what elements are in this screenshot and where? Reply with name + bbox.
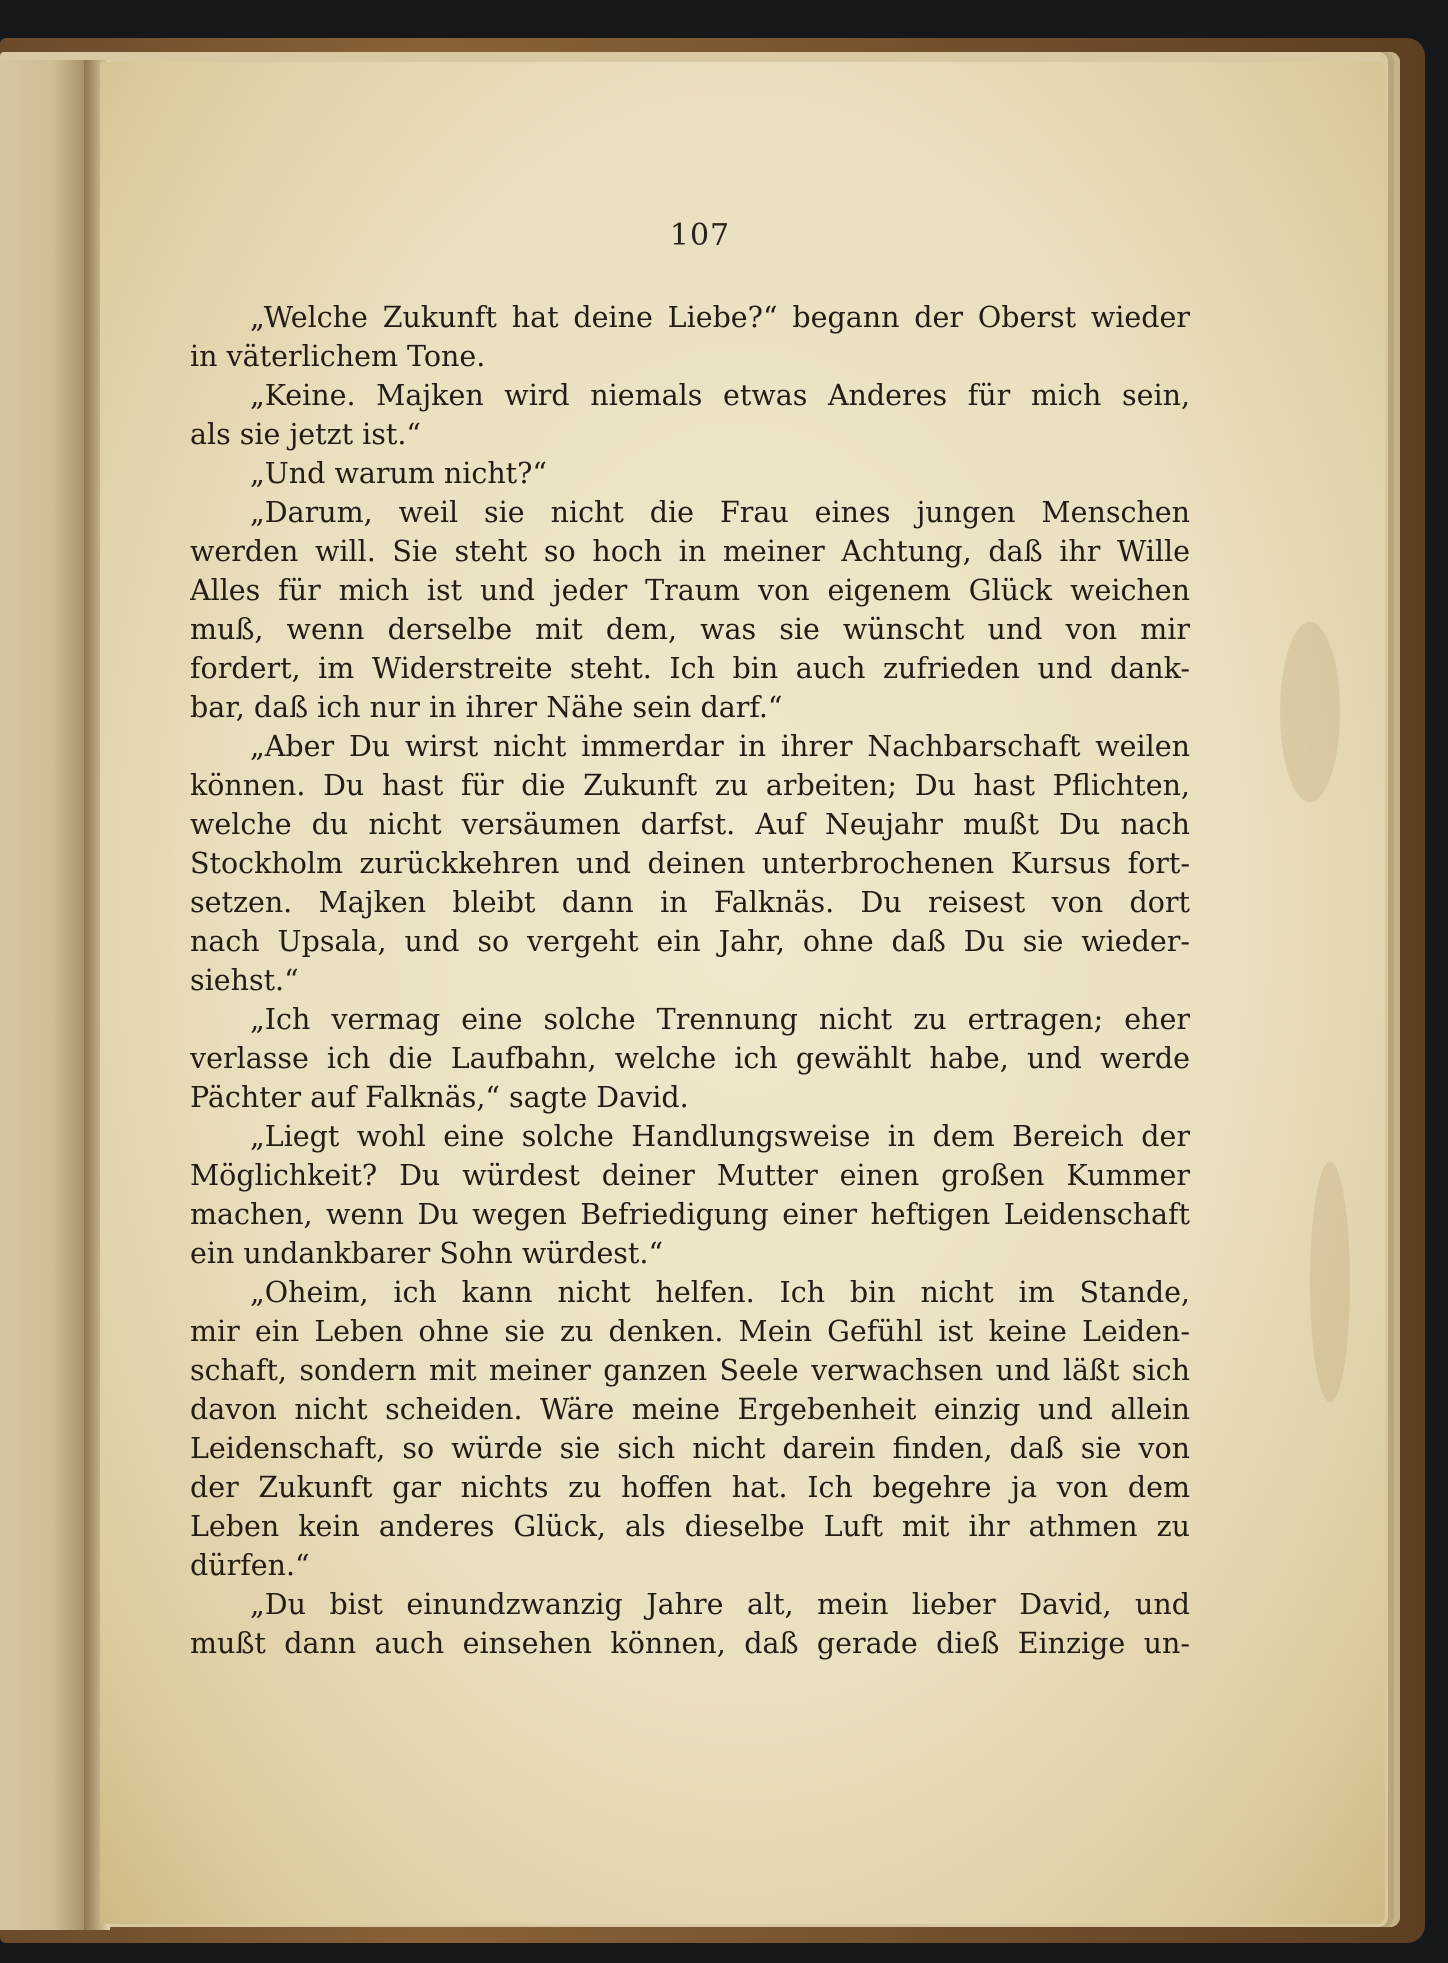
text-line: Möglichkeit? Du würdest deiner Mutter einen großen Kummer <box>190 1159 1190 1192</box>
text-line: „Aber Du wirst nicht immerdar in ihrer Nachbarschaft weilen <box>250 730 1190 763</box>
text-line: „Welche Zukunft hat deine Liebe?“ begann der Oberst wieder <box>250 301 1190 334</box>
text-line: „Keine. Majken wird niemals etwas Anderes für mich sein, <box>250 379 1190 412</box>
text-line: „Oheim, ich kann nicht helfen. Ich bin nicht im Stande, <box>250 1276 1190 1309</box>
text-line: setzen. Majken bleibt dann in Falknäs. Du reisest von dort <box>190 886 1190 919</box>
paper-stain <box>1310 1162 1350 1402</box>
text-line: Leben kein anderes Glück, als dieselbe Luft mit ihr athmen zu <box>190 1510 1190 1543</box>
left-page-edge <box>0 60 88 1930</box>
paper-stain <box>1280 622 1340 802</box>
text-line: „Du bist einundzwanzig Jahre alt, mein lieber David, und <box>250 1588 1190 1621</box>
text-line: muß, wenn derselbe mit dem, was sie wünscht und von mir <box>190 613 1190 646</box>
text-line: mußt dann auch einsehen können, daß gerade dieß Einzige un- <box>190 1627 1190 1660</box>
page-number: 107 <box>669 218 731 253</box>
text-line: „Ich vermag eine solche Trennung nicht zu ertragen; eher <box>250 1003 1190 1036</box>
text-line: ein undankbarer Sohn würdest.“ <box>190 1237 664 1270</box>
text-line: davon nicht scheiden. Wäre meine Ergebenheit einzig und allein <box>190 1393 1190 1426</box>
text-line: der Zukunft gar nichts zu hoffen hat. Ich begehre ja von dem <box>190 1471 1190 1504</box>
text-line: Stockholm zurückkehren und deinen unterbrochenen Kursus fort- <box>190 847 1190 880</box>
text-line: verlasse ich die Laufbahn, welche ich gewählt habe, und werde <box>190 1042 1190 1075</box>
text-line: in väterlichem Tone. <box>190 340 486 373</box>
text-line: werden will. Sie steht so hoch in meiner Achtung, daß ihr Wille <box>190 535 1190 568</box>
text-line: Leidenschaft, so würde sie sich nicht darein finden, daß sie von <box>190 1432 1190 1465</box>
text-line: „Liegt wohl eine solche Handlungsweise in dem Bereich der <box>250 1120 1190 1153</box>
text-line: können. Du hast für die Zukunft zu arbeiten; Du hast Pflichten, <box>190 769 1190 802</box>
text-line: schaft, sondern mit meiner ganzen Seele verwachsen und läßt sich <box>190 1354 1190 1387</box>
text-line: machen, wenn Du wegen Befriedigung einer heftigen Leidenschaft <box>190 1198 1190 1231</box>
text-line: „Und warum nicht?“ <box>250 457 547 490</box>
text-line: Alles für mich ist und jeder Traum von eigenem Glück weichen <box>190 574 1190 607</box>
text-line: nach Upsala, und so vergeht ein Jahr, ohne daß Du sie wieder- <box>190 925 1190 958</box>
text-line: siehst.“ <box>190 964 299 997</box>
body-text <box>190 298 1190 1663</box>
text-line: als sie jetzt ist.“ <box>190 418 421 451</box>
text-line: „Darum, weil sie nicht die Frau eines jungen Menschen <box>250 496 1190 529</box>
text-line: fordert, im Widerstreite steht. Ich bin auch zufrieden und dank- <box>190 652 1190 685</box>
text-line: dürfen.“ <box>190 1549 310 1582</box>
text-line: mir ein Leben ohne sie zu denken. Mein Gefühl ist keine Leiden- <box>190 1315 1190 1348</box>
text-line: bar, daß ich nur in ihrer Nähe sein darf.“ <box>190 691 783 724</box>
text-line: welche du nicht versäumen darfst. Auf Neujahr mußt Du nach <box>190 808 1190 841</box>
text-line: Pächter auf Falknäs,“ sagte David. <box>190 1081 689 1114</box>
